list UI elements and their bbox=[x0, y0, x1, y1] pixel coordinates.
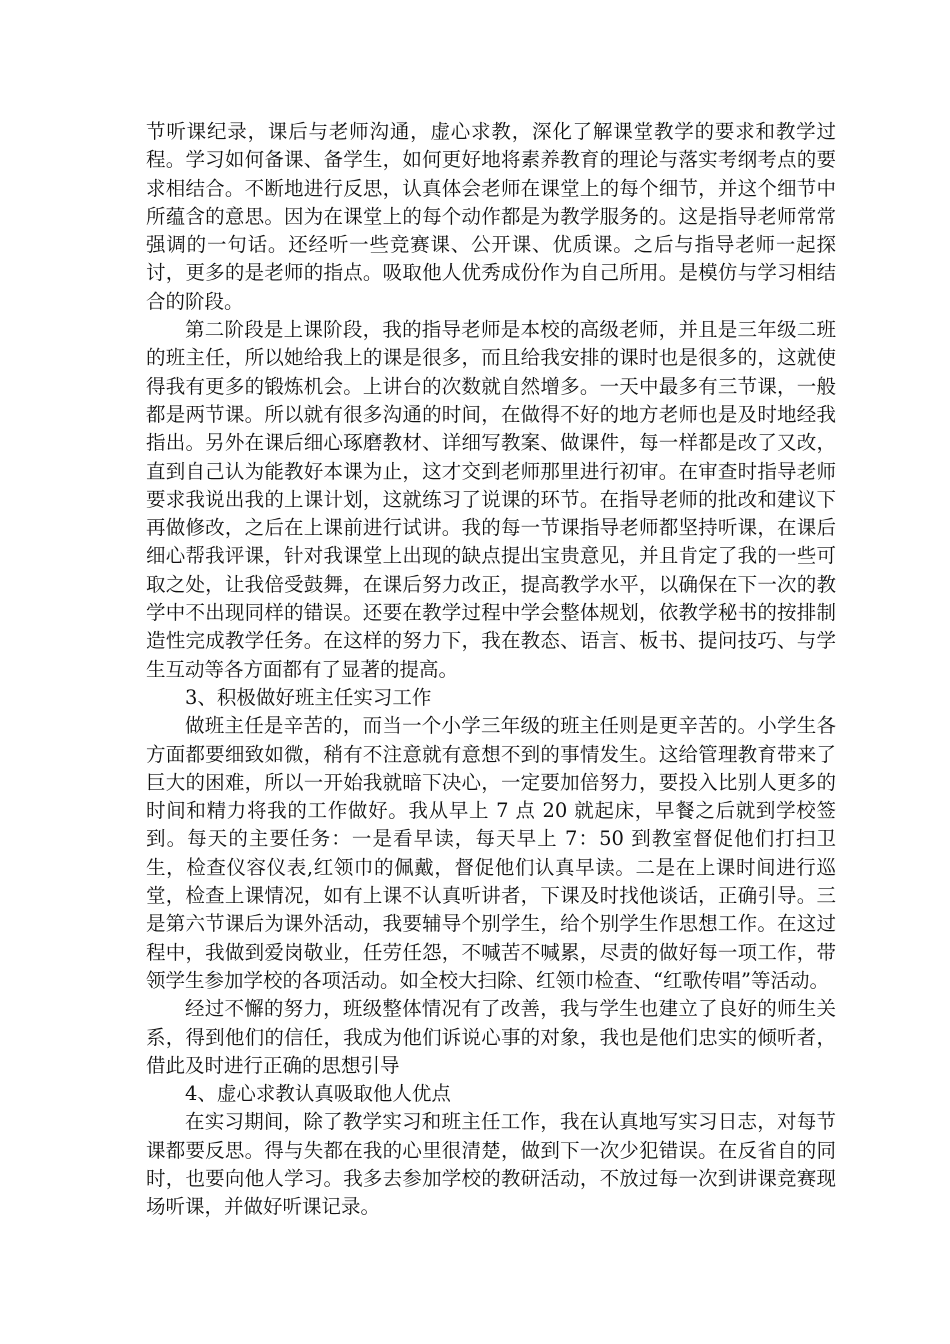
paragraph-internship-reflection: 在实习期间，除了教学实习和班主任工作，我在认真地写实习日志，对每节课都要反思。得与失都在我的心里很清楚，做到下一次少犯错误。在反省自的同时，也要向他人学习。我多去参加学校的教研活动，不放过每一次到讲课竞赛现场听课，并做好听课记录。 bbox=[146, 1110, 836, 1219]
paragraph-teaching-stage: 第二阶段是上课阶段，我的指导老师是本校的高级老师，并且是三年级二班的班主任，所以她给我上的课是很多，而且给我安排的课时也是很多的，这就使得我有更多的锻炼机会。上讲台的次数就自然增多。一天中最多有三节课，一般都是两节课。所以就有很多沟通的时间，在做得不好的地方老师也是及时地经我指出。另外在课后细心琢磨教材、详细写教案、做课件，每一样都是改了又改，直到自己认为能教好本课为止，这才交到老师那里进行初审。在审查时指导老师要求我说出我的上课计划，这就练习了说课的环节。在指导老师的批改和建议下再做修改，之后在上课前进行试讲。我的每一节课指导老师都坚持听课，在课后细心帮我评课，针对我课堂上出现的缺点提出宝贵意见，并且肯定了我的一些可取之处，让我倍受鼓舞，在课后努力改正，提高教学水平，以确保在下一次的教学中不出现同样的错误。还要在教学过程中学会整体规划，依教学秘书的按排制造性完成教学任务。在这样的努力下，我在教态、语言、板书、提问技巧、与学生互动等各方面都有了显著的提高。 bbox=[146, 318, 836, 681]
paragraph-observation-stage: 节听课纪录，课后与老师沟通，虚心求教，深化了解课堂教学的要求和教学过程。学习如何备课、备学生，如何更好地将素养教育的理论与落实考纲考点的要求相结合。不断地进行反思，认真体会老师在课堂上的每个细节，并这个细节中所蕴含的意思。因为在课堂上的每个动作都是为教学服务的。这是指导老师常常强调的一句话。还经听一些竞赛课、公开课、优质课。之后与指导老师一起探讨，更多的是老师的指点。吸取他人优秀成份作为自己所用。是模仿与学习相结合的阶段。 bbox=[146, 120, 836, 313]
paragraph-class-improvement: 经过不懈的努力，班级整体情况有了改善，我与学生也建立了良好的师生关系，得到他们的信任，我成为他们诉说心事的对象，我也是他们忠实的倾听者，借此及时进行正确的思想引导 bbox=[146, 997, 836, 1077]
paragraph-class-teacher-work: 做班主任是辛苦的，而当一个小学三年级的班主任则是更辛苦的。小学生各方面都要细致如微，稍有不注意就有意想不到的事情发生。这给管理教育带来了巨大的困难，所以一开始我就暗下决心，一定要加倍努力，要投入比别人更多的时间和精力将我的工作做好。我从早上 7 点 20 就起床，早餐之后就到学校签到。每天的主要任务：一是看早读，每天早上 7：50 到教室督促他们打扫卫生，检查仪容仪表,红领巾的佩戴，督促他们认真早读。二是在上课时间进行巡堂，检查上课情况，如有上课不认真听讲者，下课及时找他谈话，正确引导。三是第六节课后为课外活动，我要辅导个别学生，给个别学生作思想工作。在这过程中，我做到爱岗敬业，任劳任怨，不喊苦不喊累，尽责的做好每一项工作，带领学生参加学校的各项活动。如全校大扫除、红领巾检查、“红歌传唱”等活动。 bbox=[146, 714, 836, 992]
section-heading-learn-from-others: 4、虚心求教认真吸取他人优点 bbox=[185, 1082, 451, 1106]
section-heading-class-teacher: 3、积极做好班主任实习工作 bbox=[185, 685, 432, 709]
document-page bbox=[146, 118, 836, 1222]
